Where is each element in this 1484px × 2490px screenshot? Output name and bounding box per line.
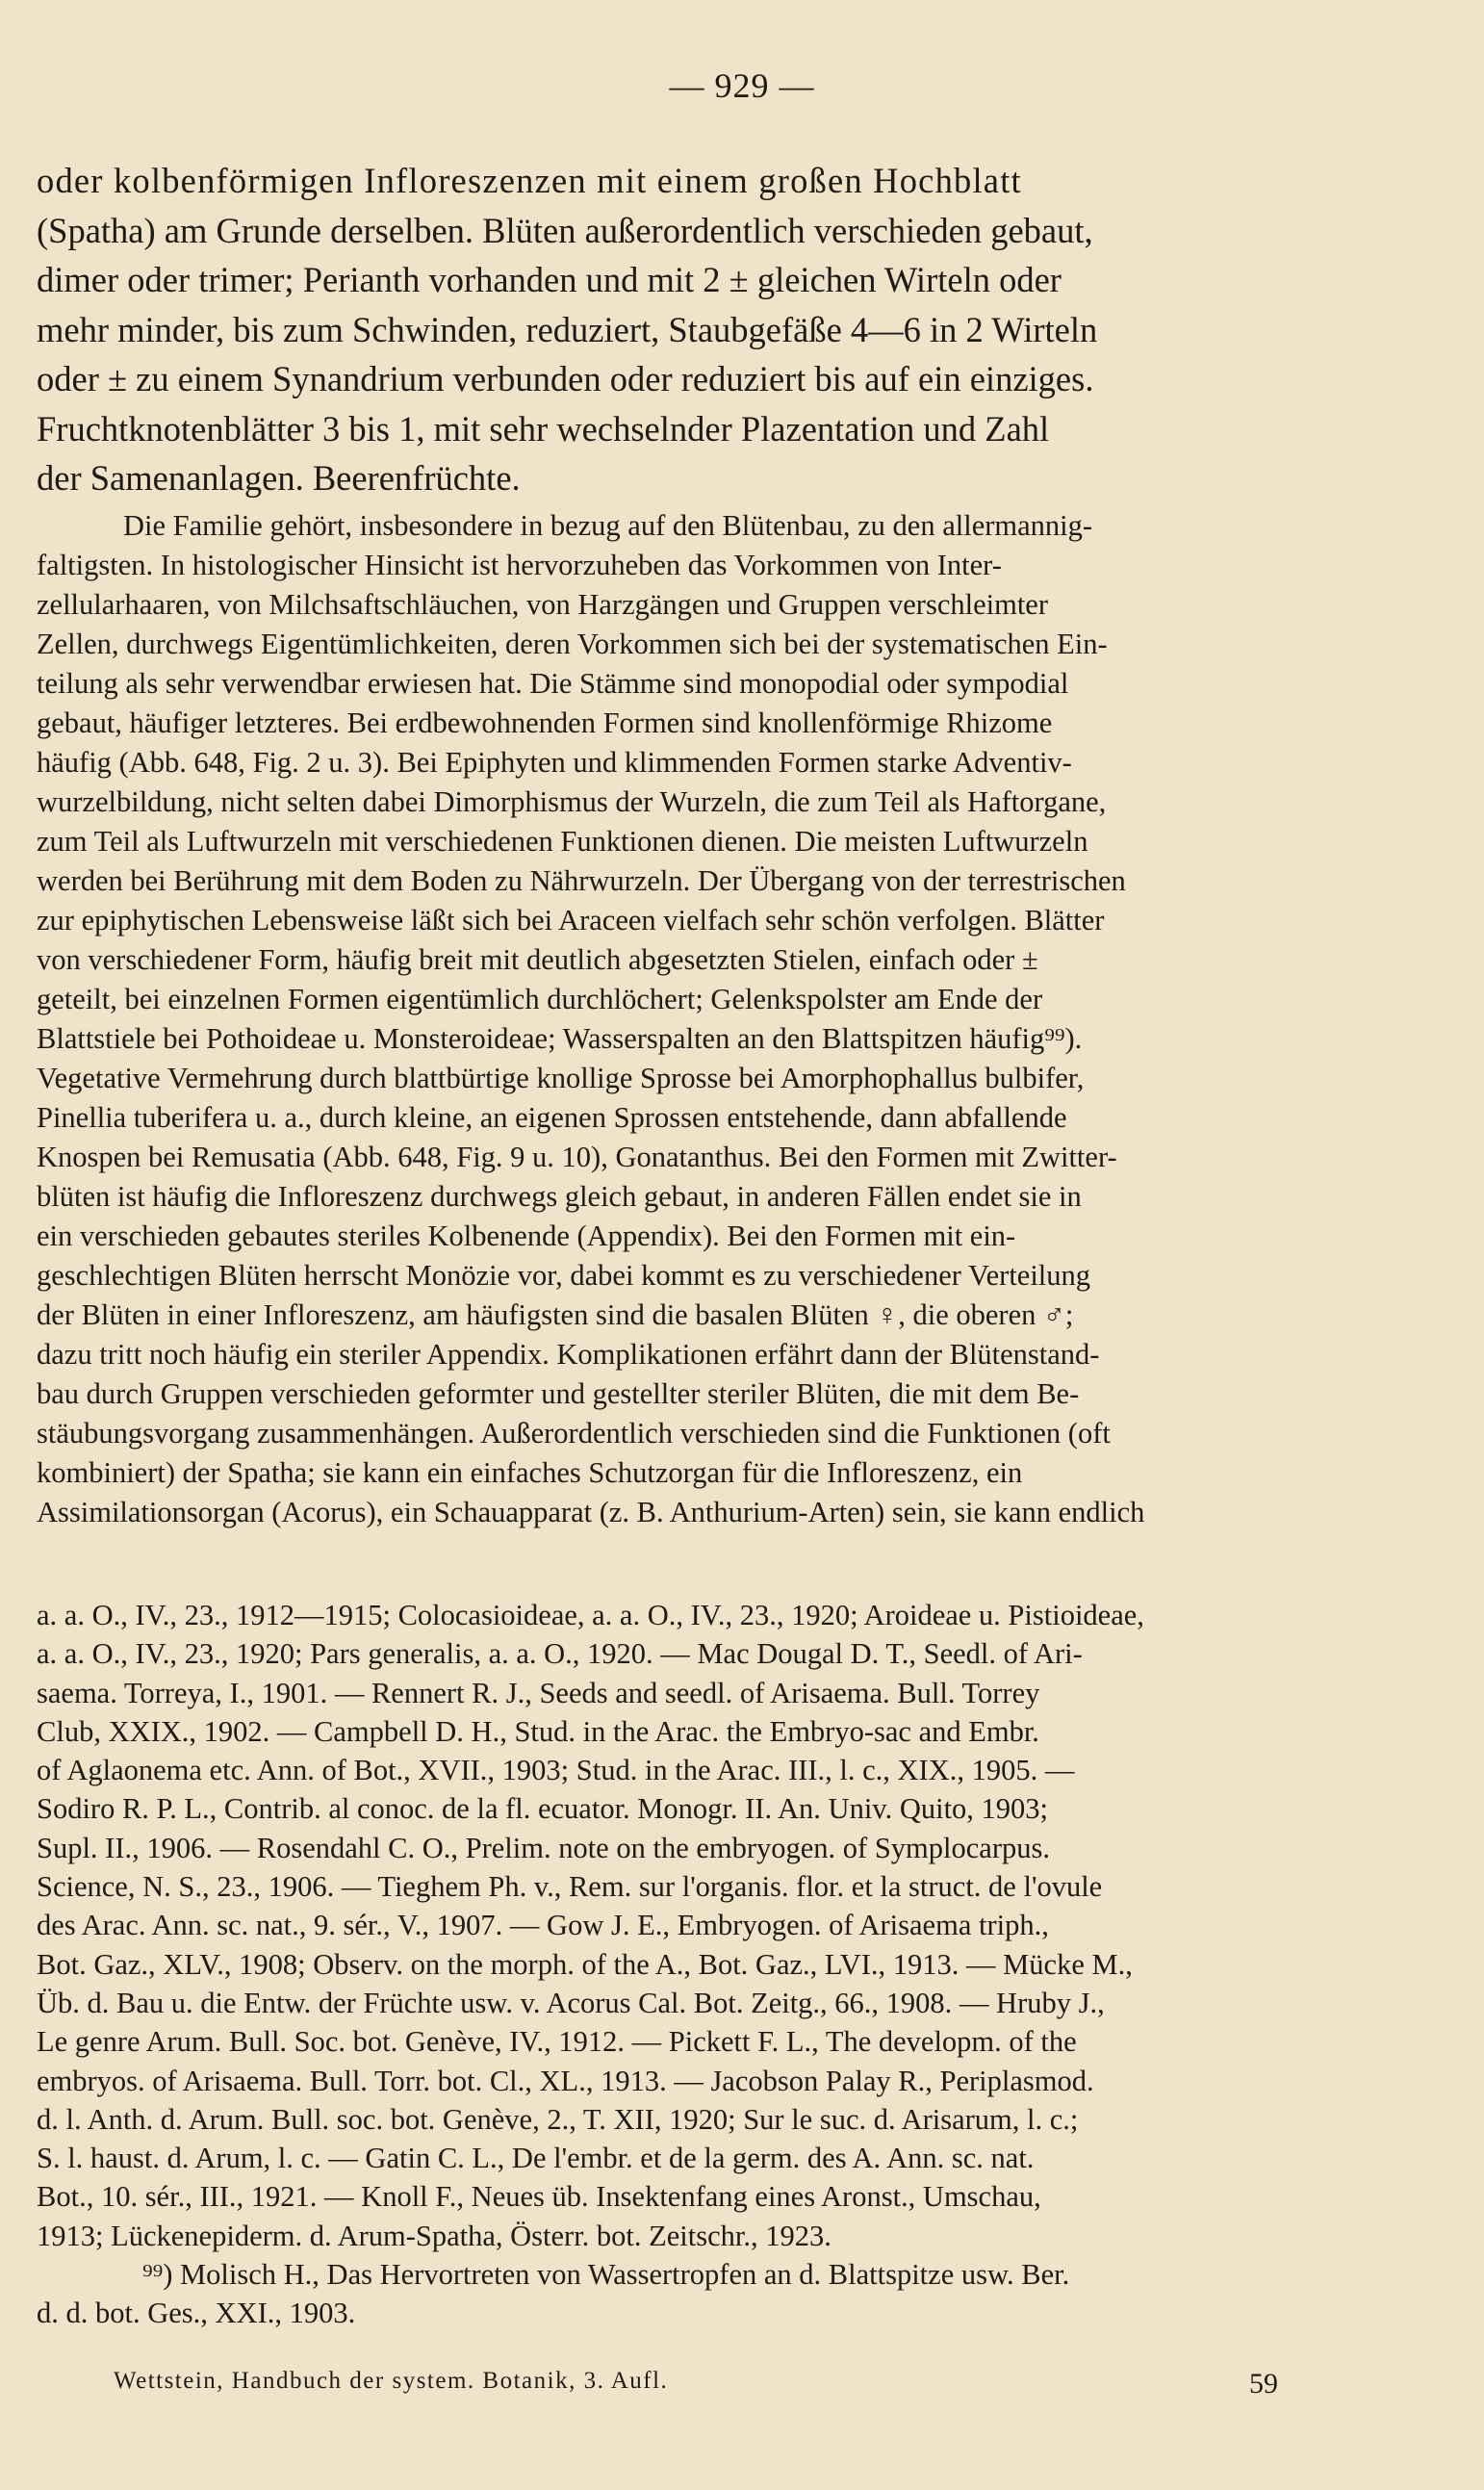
text-line: gebaut, häufiger letzteres. Bei erdbewohnenden Formen sind knollenförmige Rhizome	[37, 706, 1053, 739]
text-line: dimer oder trimer; Perianth vorhanden und mit 2 ± gleichen Wirteln oder	[37, 260, 1062, 299]
footnote-line: Bot., 10. sér., III., 1921. — Knoll F., Neues üb. Insektenfang eines Aronst., Umschau,	[37, 2180, 1041, 2214]
text-line: bau durch Gruppen verschieden geformter und gestellter steriler Blüten, die mit dem Be-	[37, 1377, 1080, 1410]
text-line: der Blüten in einer Infloreszenz, am häufigsten sind die basalen Blüten ♀, die oberen ♂;	[37, 1298, 1074, 1331]
text-line: (Spatha) am Grunde derselben. Blüten außerordentlich verschieden gebaut,	[37, 210, 1093, 250]
text-line: kombiniert) der Spatha; sie kann ein einfaches Schutzorgan für die Infloreszenz, ein	[37, 1456, 1023, 1489]
footnote-line: Science, N. S., 23., 1906. — Tieghem Ph. v., Rem. sur l'organis. flor. et la struct. de l'ovule	[37, 1870, 1103, 1904]
text-line: häufig (Abb. 648, Fig. 2 u. 3). Bei Epiphyten und klimmenden Formen starke Adventiv-	[37, 746, 1072, 779]
text-line: Knospen bei Remusatia (Abb. 648, Fig. 9 u. 10), Gonatanthus. Bei den Formen mit Zwitter-	[37, 1141, 1117, 1173]
intro-paragraph	[37, 156, 1422, 503]
text-line: der Samenanlagen. Beerenfrüchte.	[37, 458, 521, 498]
footnote-line: of Aglaonema etc. Ann. of Bot., XVII., 1903; Stud. in the Arac. III., l. c., XIX., 1905. —	[37, 1754, 1075, 1787]
text-line: zum Teil als Luftwurzeln mit verschiedenen Funktionen dienen. Die meisten Luftwurzeln	[37, 825, 1088, 858]
footnote-line: S. l. haust. d. Arum, l. c. — Gatin C. L., De l'embr. et de la germ. des A. Ann. sc. nat.	[37, 2142, 1035, 2175]
footnote-line: ⁹⁹) Molisch H., Das Hervortreten von Wassertropfen an d. Blattspitze usw. Ber.	[142, 2258, 1070, 2292]
text-line: teilung als sehr verwendbar erwiesen hat. Die Stämme sind monopodial oder sympodial	[37, 667, 1069, 700]
footnote-line: Supl. II., 1906. — Rosendahl C. O., Prelim. note on the embryogen. of Symplocarpus.	[37, 1831, 1050, 1864]
text-line: wurzelbildung, nicht selten dabei Dimorphismus der Wurzeln, die zum Teil als Haftorgane,	[37, 785, 1107, 818]
footnote-line: embryos. of Arisaema. Bull. Torr. bot. Cl., XL., 1913. — Jacobson Palay R., Periplasmod.	[37, 2064, 1094, 2097]
text-line: werden bei Berührung mit dem Boden zu Nährwurzeln. Der Übergang von der terrestrischen	[37, 864, 1126, 897]
footnote-line: Le genre Arum. Bull. Soc. bot. Genève, IV., 1912. — Pickett F. L., The developm. of the	[37, 2025, 1077, 2059]
text-line: Assimilationsorgan (Acorus), ein Schauapparat (z. B. Anthurium-Arten) sein, sie kann endlich	[37, 1496, 1145, 1528]
text-line: dazu tritt noch häufig ein steriler Appendix. Komplikationen erfährt dann der Blütenstand-	[37, 1338, 1100, 1371]
text-line: stäubungsvorgang zusammenhängen. Außerordentlich verschieden sind die Funktionen (oft	[37, 1417, 1111, 1450]
text-line: Pinellia tuberifera u. a., durch kleine, an eigenen Sprossen entstehende, dann abfallende	[37, 1101, 1067, 1134]
footnotes	[37, 1596, 1422, 2333]
text-line: Fruchtknotenblätter 3 bis 1, mit sehr wechselnder Plazentation und Zahl	[37, 408, 1050, 449]
text-line: von verschiedener Form, häufig breit mit deutlich abgesetzten Stielen, einfach oder ±	[37, 943, 1038, 976]
footnote-line: d. d. bot. Ges., XXI., 1903.	[37, 2297, 356, 2330]
footnote-line: 1913; Lückenepiderm. d. Arum-Spatha, Österr. bot. Zeitschr., 1923.	[37, 2219, 832, 2252]
text-line: Die Familie gehört, insbesondere in bezug auf den Blütenbau, zu den allermannig-	[123, 509, 1093, 542]
footnote-line: Club, XXIX., 1902. — Campbell D. H., Stud. in the Arac. the Embryo-sac and Embr.	[37, 1714, 1039, 1748]
body-paragraph	[37, 506, 1422, 1532]
text-line: zur epiphytischen Lebensweise läßt sich bei Araceen vielfach sehr schön verfolgen. Blätter	[37, 904, 1105, 937]
text-line: Zellen, durchwegs Eigentümlichkeiten, deren Vorkommen sich bei der systematischen Ein-	[37, 628, 1108, 660]
page-footer	[114, 2368, 1326, 2400]
footnote-line: a. a. O., IV., 23., 1920; Pars generalis, a. a. O., 1920. — Mac Dougal D. T., Seedl. of Ari-	[37, 1637, 1083, 1671]
text-line: geteilt, bei einzelnen Formen eigentümlich durchlöchert; Gelenkspolster am Ende der	[37, 983, 1043, 1015]
text-line: mehr minder, bis zum Schwinden, reduziert, Staubgefäße 4—6 in 2 Wirteln	[37, 309, 1098, 349]
text-line: Blattstiele bei Pothoideae u. Monsteroideae; Wasserspalten an den Blattspitzen häufig⁹⁹).	[37, 1022, 1083, 1055]
footnote-line: d. l. Anth. d. Arum. Bull. soc. bot. Genève, 2., T. XII, 1920; Sur le suc. d. Arisarum, l. c.;	[37, 2102, 1079, 2136]
footnote-line: des Arac. Ann. sc. nat., 9. sér., V., 1907. — Gow J. E., Embryogen. of Arisaema triph.,	[37, 1909, 1049, 1942]
text-line: Vegetative Vermehrung durch blattbürtige knollige Sprosse bei Amorphophallus bulbifer,	[37, 1062, 1085, 1094]
signature-mark: 59	[1249, 2368, 1278, 2400]
text-line: geschlechtigen Blüten herrscht Monözie vor, dabei kommt es zu verschiedener Verteilung	[37, 1259, 1091, 1292]
text-line: oder kolbenförmigen Infloreszenzen mit einem großen Hochblatt	[37, 161, 1022, 200]
page-number: — 929 —	[669, 66, 815, 105]
text-line: zellularhaaren, von Milchsaftschläuchen, von Harzgängen und Gruppen verschleimter	[37, 588, 1048, 621]
text-line: oder ± zu einem Synandrium verbunden oder reduziert bis auf ein einziges.	[37, 359, 1094, 398]
footnote-line: a. a. O., IV., 23., 1912—1915; Colocasioideae, a. a. O., IV., 23., 1920; Aroideae u. Pistioideae,	[37, 1599, 1144, 1631]
footnote-line: saema. Torreya, I., 1901. — Rennert R. J., Seeds and seedl. of Arisaema. Bull. Torrey	[37, 1676, 1040, 1709]
text-line: ein verschieden gebautes steriles Kolbenende (Appendix). Bei den Formen mit ein-	[37, 1219, 1016, 1252]
text-line: blüten ist häufig die Infloreszenz durchwegs gleich gebaut, in anderen Fällen endet sie in	[37, 1180, 1082, 1213]
footnote-line: Bot. Gaz., XLV., 1908; Observ. on the morph. of the A., Bot. Gaz., LVI., 1913. — Mücke M.,	[37, 1947, 1133, 1981]
footnote-line: Üb. d. Bau u. die Entw. der Früchte usw. v. Acorus Cal. Bot. Zeitg., 66., 1908. — Hruby J.,	[37, 1986, 1105, 2019]
footnote-line: Sodiro R. P. L., Contrib. al conoc. de la fl. ecuator. Monogr. II. An. Univ. Quito, 1903;	[37, 1792, 1049, 1826]
text-line: faltigsten. In histologischer Hinsicht ist hervorzuheben das Vorkommen von Inter-	[37, 549, 1002, 581]
footer-source: Wettstein, Handbuch der system. Botanik, 3. Aufl.	[114, 2368, 669, 2394]
